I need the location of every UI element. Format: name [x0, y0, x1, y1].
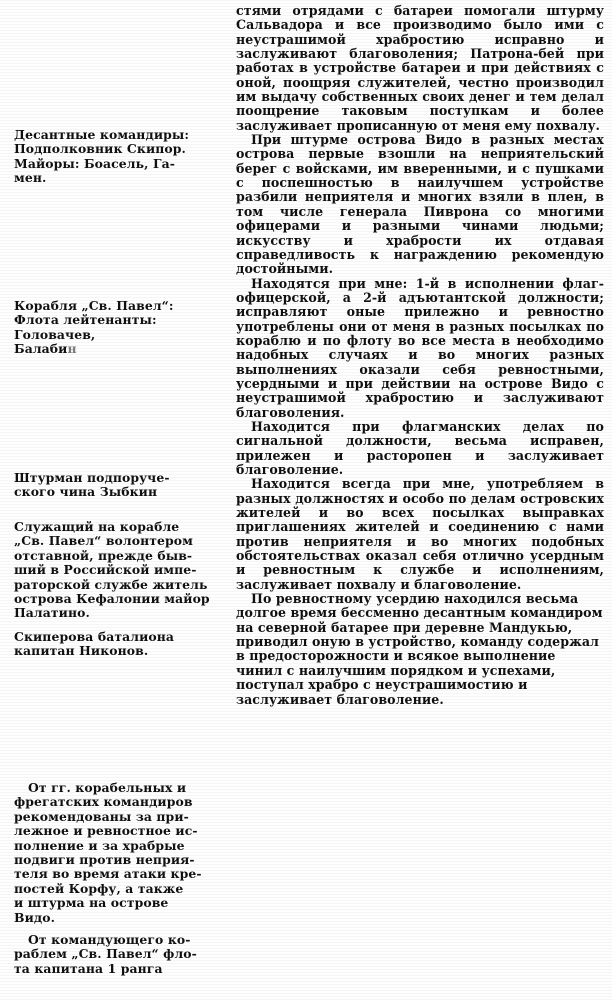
entry-line: Флота лейтенанты: [14, 312, 157, 328]
volunteer-palatino-entry [14, 520, 215, 621]
from-commanding-officer-entry [14, 933, 215, 976]
entry-line: От командующего ко- [28, 932, 191, 947]
paragraph-mandukyo-battery: По ревностному усердию находился весьма долгое время бессменно десантным командиром на северной батарее при деревне Мандукью, приводил оную в устройство, команду содержал в предосторожности и всякое выполнение чинил с наилучшим порядком и успехами, поступал храбро с неустрашимостию и заслуживает благоволение. [236, 591, 603, 707]
entry-line: Майоры: Боасель, Га- [14, 155, 175, 171]
entry-line: Палатино. [14, 605, 90, 621]
entry-line: та капитана 1 ранга [14, 960, 163, 976]
entry-line: мен. [14, 170, 47, 186]
paragraph-flag-officer-adjutant: Находятся при мне: 1-й в исполнении флаг-офицерской, а 2-й адъютантской должности; исправляют оные прилежно и ревностно употреблены они от меня в разных посылках по кораблю и по флоту во все места в необходимо надобных случаях и во многих разных выполнениях оказали себя ревностными, усердными и при действии на острове Видо с неустрашимой храбростию и заслуживают благоволения. [236, 275, 604, 420]
paragraph-salvador-assault: стями отрядами с батареи помогали штурму Сальвадора и все производимо было ими с неустрашимой храбростию исправно и заслуживают благоволения; Патрона-бей при работах в устройстве батареи и при действиях с оной, поощряя служителей, честно производил им выдачу собственных своих денег и тем делал поощрение таковым поступкам и более заслуживает прописанную от меня ему похвалу. [236, 3, 604, 133]
entry-line: Головачев, [14, 326, 96, 342]
entry-line: подвиги против неприя- [14, 852, 195, 868]
paragraph-always-with-me: Находится всегда при мне, употребляем в разных должностях и особо по делам островских жителей и во всех посылках выправках приглашениях жителей и соединению с нами против неприятеля и во многих подобных обстоятельствах оказал себя отлично усердным и ревностным к службе и исполнениям, заслуживает похвалу и благоволение. [236, 476, 604, 592]
ship-sv-pavel-lieutenants-entry [14, 299, 215, 357]
paragraph-vido-storm: При штурме острова Видо в разных местах острова первые взошли на неприятельский берег с войсками, им вверенными, и с пушками с поспешностью в наилучшем устройстве разбили неприятеля и многих взяли в плен, в том числе генерала Пиврона со многими офицерами и разными чинами людьми; искусству и храбрости их отдавая справедливость к награждению рекомендую достойными. [236, 132, 604, 277]
entry-line: Служащий на корабле [14, 519, 180, 534]
right-column-body [236, 4, 604, 707]
entry-line: От гг. корабельных и [28, 780, 187, 795]
desant-commanders-entry [14, 128, 215, 186]
entry-line: ший в Российской импе- [14, 562, 197, 578]
entry-line: Видо. [14, 909, 55, 925]
paragraph-signal-duty: Находится при флагманских делах по сигнальной должности, весьма исправен, прилежен и расторопен и заслуживает благоволение. [236, 418, 604, 477]
entry-line: фрегатских командиров [14, 794, 193, 810]
entry-line: теля во время атаки кре- [14, 866, 202, 882]
entry-line-damaged: Балабин [14, 341, 77, 357]
entry-line: отставной, прежде быв- [14, 547, 193, 563]
recommendation-from-commanders-entry [14, 781, 215, 925]
entry-line: Подполковник Скипор. [14, 141, 186, 157]
entry-line: Штурман подпоруче- [14, 470, 170, 485]
navigator-zybkin-entry [14, 471, 215, 500]
entry-line: Скиперова баталиона [14, 629, 175, 644]
entry-line: рекомендованы за при- [14, 808, 189, 824]
entry-line: острова Кефалонии майор [14, 591, 210, 607]
entry-line: раторской службе житель [14, 576, 208, 592]
entry-line: Десантные командиры: [14, 127, 190, 142]
skipers-battalion-captain-nikonov-entry [14, 630, 215, 659]
entry-line: ского чина Зыбкин [14, 484, 158, 500]
entry-line: капитан Никонов. [14, 643, 149, 659]
entry-line: полнение и за храбрые [14, 837, 185, 853]
right-column [236, 0, 604, 1000]
entry-line: раблем „Св. Павел“ фло- [14, 946, 197, 962]
entry-line: Корабля „Св. Павел“: [14, 298, 174, 313]
damaged-glyph: н [67, 341, 77, 357]
entry-line: лежное и ревностное ис- [14, 823, 198, 839]
entry-line: и штурма на острове [14, 895, 169, 911]
left-column [14, 0, 215, 1000]
entry-line: постей Корфу, а также [14, 880, 184, 896]
entry-line: „Св. Павел“ волонтером [14, 533, 194, 549]
